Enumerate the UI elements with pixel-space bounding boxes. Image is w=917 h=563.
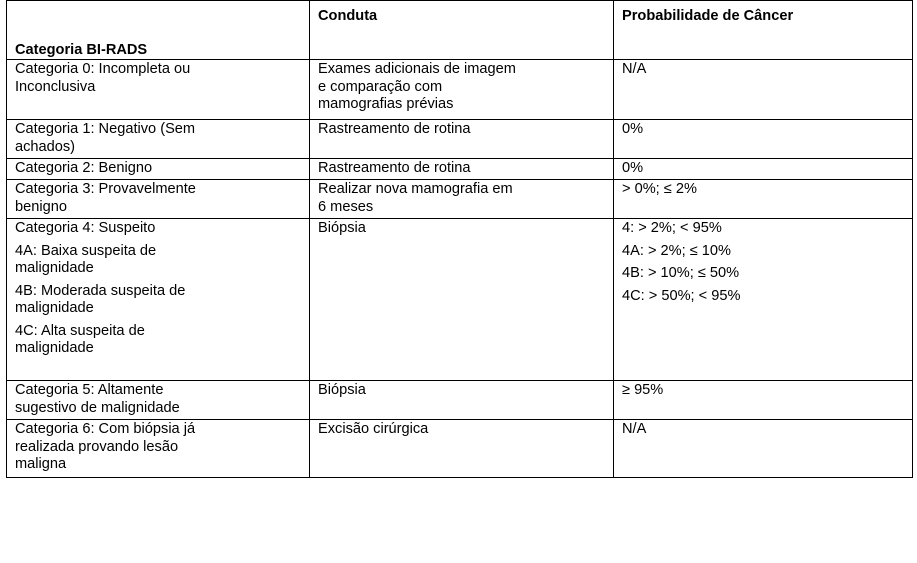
cell-text: 4: > 2%; < 95% (622, 220, 722, 236)
cell-probability (614, 60, 913, 120)
cell-text: Categoria 1: Negativo (Sem (15, 121, 196, 137)
cell-text: ≥ 95% (622, 382, 664, 398)
cell-text: benigno (15, 198, 67, 215)
cell-text: Rastreamento de rotina (318, 160, 471, 176)
cell-category (7, 120, 310, 159)
cell-text: 6 meses (318, 198, 374, 215)
cell-text: Inconclusiva (15, 78, 96, 95)
cell-text: Categoria 2: Benigno (15, 160, 153, 176)
cell-conduct (310, 180, 614, 219)
cell-category (7, 159, 310, 180)
cell-conduct (310, 159, 614, 180)
table-row (7, 60, 913, 120)
cell-text: Categoria 4: Suspeito (15, 220, 156, 236)
cell-text: Categoria 0: Incompleta ou (15, 61, 191, 77)
cell-text: 4A: Baixa suspeita de (15, 242, 157, 259)
cell-category (7, 420, 310, 478)
cell-text: achados) (15, 138, 76, 155)
cell-text: mamografias prévias (318, 96, 454, 112)
cell-text: 4B: > 10%; ≤ 50% (622, 265, 740, 281)
cell-text: > 0%; ≤ 2% (622, 181, 697, 197)
cell-text: Rastreamento de rotina (318, 121, 471, 137)
cell-conduct (310, 120, 614, 159)
cell-category (7, 60, 310, 120)
cell-text: 4C: > 50%; < 95% (622, 287, 741, 304)
cell-text: Categoria 5: Altamente (15, 382, 164, 398)
cell-text: N/A (622, 61, 647, 77)
table-row (7, 219, 913, 381)
header-category: Categoria BI-RADS (7, 1, 310, 60)
cell-text: Exames adicionais de imagem (318, 61, 516, 77)
cell-text: Biópsia (318, 382, 366, 398)
subcategory-block (15, 323, 301, 358)
table-row (7, 180, 913, 219)
cell-text: malignidade (15, 260, 94, 276)
table-row (7, 159, 913, 180)
cell-text: 4B: Moderada suspeita de (15, 282, 186, 299)
table-row (7, 420, 913, 478)
cell-text: sugestivo de malignidade (15, 399, 180, 416)
header-row (7, 1, 913, 60)
cell-probability (614, 120, 913, 159)
cell-conduct (310, 60, 614, 120)
header-probability: Probabilidade de Câncer (614, 1, 913, 60)
cell-conduct (310, 381, 614, 420)
cell-text: Realizar nova mamografia em (318, 181, 513, 197)
cell-probability (614, 159, 913, 180)
cell-text: 4A: > 2%; ≤ 10% (622, 242, 732, 259)
cell-text: realizada provando lesão (15, 438, 179, 455)
subcategory-block (15, 243, 301, 278)
cell-text: malignidade (15, 340, 94, 356)
cell-text: 4C: Alta suspeita de (15, 322, 145, 339)
table-row (7, 381, 913, 420)
cell-text: malignidade (15, 300, 94, 316)
cell-probability (614, 381, 913, 420)
cell-text: N/A (622, 421, 647, 437)
cell-text: Biópsia (318, 220, 366, 236)
cell-text: maligna (15, 456, 67, 472)
cell-category (7, 180, 310, 219)
cell-text: 0% (622, 121, 644, 137)
header-conduct: Conduta (310, 1, 614, 60)
cell-text: Categoria 3: Provavelmente (15, 181, 196, 197)
table-row (7, 120, 913, 159)
cell-probability (614, 420, 913, 478)
cell-text: 0% (622, 160, 644, 176)
cell-probability (614, 180, 913, 219)
cell-text: Categoria 6: Com biópsia já (15, 421, 196, 437)
cell-category (7, 381, 310, 420)
cell-conduct (310, 420, 614, 478)
cell-conduct (310, 219, 614, 381)
cell-category (7, 219, 310, 381)
cell-probability (614, 219, 913, 381)
cell-text: Excisão cirúrgica (318, 421, 429, 437)
birads-table (6, 0, 913, 478)
subcategory-block (15, 283, 301, 318)
cell-text: e comparação com (318, 78, 443, 95)
